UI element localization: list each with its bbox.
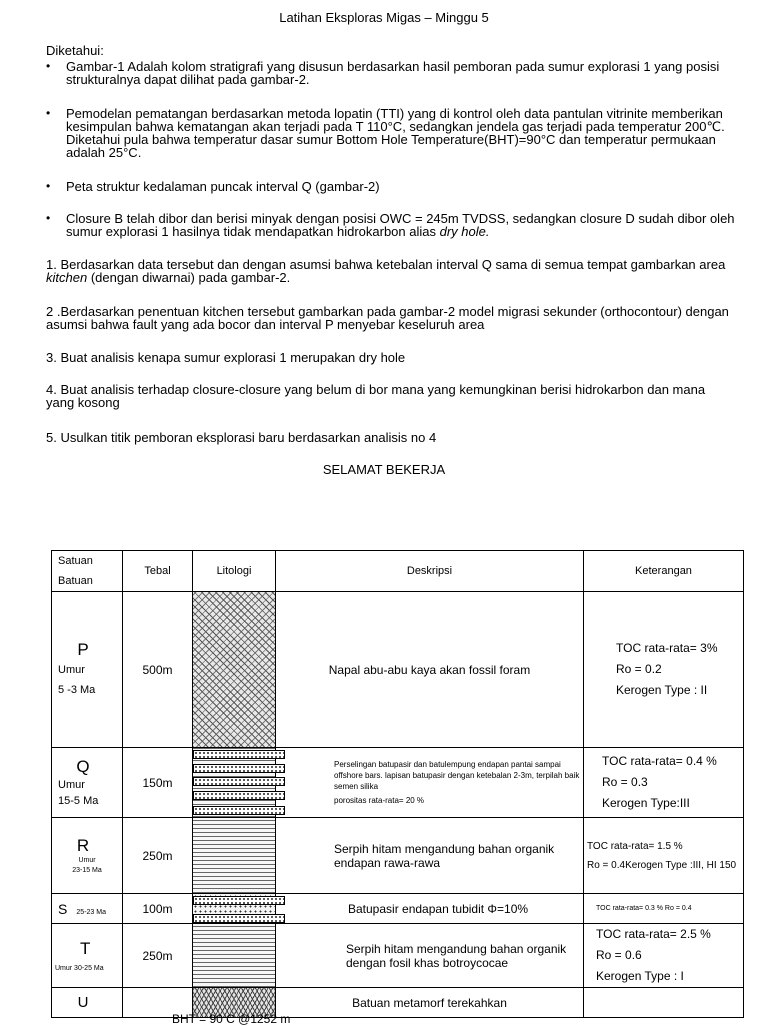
notes-cell: TOC rata-rata= 0.3 % Ro = 0.4 (584, 894, 744, 924)
thickness-cell: 250m (123, 818, 193, 894)
sand-layer (193, 791, 285, 800)
bullet-item: • Closure B telah dibor dan berisi minyak dengan posisi OWC = 245m TVDSS, sedangkan closure D sudah dibor oleh sumur explorasi 1 hasilnya tidak mendapatkan hidrokarbon alias dry hole. (46, 211, 735, 239)
table-row (52, 894, 744, 924)
shale-pattern (193, 818, 276, 893)
table-row (52, 818, 744, 894)
header-deskripsi: Deskripsi (276, 551, 584, 592)
notes-cell: TOC rata-rata= 1.5 % Ro = 0.4Kerogen Type :III, HI 150 (584, 818, 744, 894)
lithology-cell (193, 592, 276, 748)
lithology-cell (193, 924, 276, 988)
sand-layer (193, 777, 285, 786)
thickness-cell: 100m (123, 894, 193, 924)
description-cell: Serpih hitam mengandung bahan organik endapan rawa-rawa (276, 818, 584, 894)
header-litologi: Litologi (193, 551, 276, 592)
bullet-dot-icon: • (46, 179, 51, 193)
description-cell: Napal abu-abu kaya akan fossil foram (276, 592, 584, 748)
bullet-dot-icon: • (46, 211, 51, 225)
unit-cell: S 25-23 Ma (52, 894, 123, 924)
unit-cell: P Umur 5 -3 Ma (52, 592, 123, 748)
header-tebal: Tebal (123, 551, 193, 592)
question-4: 4. Buat analisis terhadap closure-closure yang belum di bor mana yang kemungkinan berisi hidrokarbon dan mana yang kosong (46, 382, 706, 410)
notes-cell (584, 988, 744, 1018)
stratigraphic-column-table (51, 550, 744, 1018)
table-row (52, 988, 744, 1018)
bullet-item: • Gambar-1 Adalah kolom stratigrafi yang disusun berdasarkan hasil pemboran pada sumur explorasi 1 yang posisi strukturalnya dapat dilihat pada gambar-2. (46, 59, 720, 87)
description-cell: Serpih hitam mengandung bahan organik dengan fosil khas botroycocae (276, 924, 584, 988)
shale-pattern (193, 924, 276, 987)
unit-cell: R Umur 23-15 Ma (52, 818, 123, 894)
sand-layer (193, 914, 285, 923)
question-5: 5. Usulkan titik pemboran eksplorasi baru berdasarkan analisis no 4 (46, 430, 437, 445)
bullet-item: • Pemodelan pematangan berdasarkan metoda lopatin (TTI) yang di kontrol oleh data pantulan vitrinite memberikan kesimpulan bahwa kematangan akan terjadi pada T 110°C, sedangkan jendela gas terjadi pada temperatur 200℃. Diketahui pula bahwa temperatur dasar sumur Bottom Hole Temperature(BHT)=90°C dan temperatur permukaan adalah 25°C. (46, 106, 725, 160)
question-3: 3. Buat analisis kenapa sumur explorasi 1 merupakan dry hole (46, 350, 406, 365)
unit-cell: T Umur 30-25 Ma (52, 924, 123, 988)
notes-cell: TOC rata-rata= 3% Ro = 0.2 Kerogen Type : II (584, 592, 744, 748)
bht-footer: BHT = 90 C @1252 m (172, 1012, 291, 1026)
table-row (52, 924, 744, 988)
bullet-item: • Peta struktur kedalaman puncak interval Q (gambar-2) (46, 179, 380, 194)
thickness-cell: 500m (123, 592, 193, 748)
table-row (52, 748, 744, 818)
notes-cell: TOC rata-rata= 0.4 % Ro = 0.3 Kerogen Type:III (584, 748, 744, 818)
unit-cell: Q Umur 15-5 Ma (52, 748, 123, 818)
table-row (52, 592, 744, 748)
bullet-dot-icon: • (46, 59, 51, 73)
thickness-cell: 250m (123, 924, 193, 988)
lithology-cell (193, 894, 276, 924)
description-cell: Batupasir endapan tubidit Φ=10% (276, 894, 584, 924)
sand-layer (193, 806, 285, 815)
napal-pattern (193, 592, 276, 747)
closing-text: SELAMAT BEKERJA (322, 462, 446, 477)
question-1: 1. Berdasarkan data tersebut dan dengan asumsi bahwa ketebalan interval Q sama di semua tempat gambarkan area kitchen (dengan diwarnai) pada gambar-2. (46, 257, 726, 285)
page-title: Latihan Eksploras Migas – Minggu 5 (279, 10, 489, 25)
lithology-cell (193, 748, 276, 818)
sand-layer (193, 764, 285, 773)
notes-cell: TOC rata-rata= 2.5 % Ro = 0.6 Kerogen Type : I (584, 924, 744, 988)
bullet-dot-icon: • (46, 106, 51, 120)
description-cell: Batuan metamorf terekahkan (276, 988, 584, 1018)
description-cell: Perselingan batupasir dan batulempung endapan pantai sampai offshore bars. lapisan batupasir dengan ketebalan 2-3m, terpilah baik semen silika porositas rata-rata= 20 % (276, 748, 584, 818)
unit-cell: U (52, 988, 123, 1018)
intro-label: Diketahui: (46, 43, 104, 58)
header-keterangan: Keterangan (584, 551, 744, 592)
sand-layer (193, 750, 285, 759)
header-satuan: Satuan Batuan (52, 551, 123, 592)
thickness-cell: 150m (123, 748, 193, 818)
question-2: 2 .Berdasarkan penentuan kitchen tersebut gambarkan pada gambar-2 model migrasi sekunder (orthocontour) dengan asumsi bahwa fault yang ada bocor dan interval P menyebar keseluruh area (46, 304, 729, 332)
table-header-row (52, 551, 744, 592)
sand-layer (193, 896, 285, 905)
lithology-cell (193, 818, 276, 894)
